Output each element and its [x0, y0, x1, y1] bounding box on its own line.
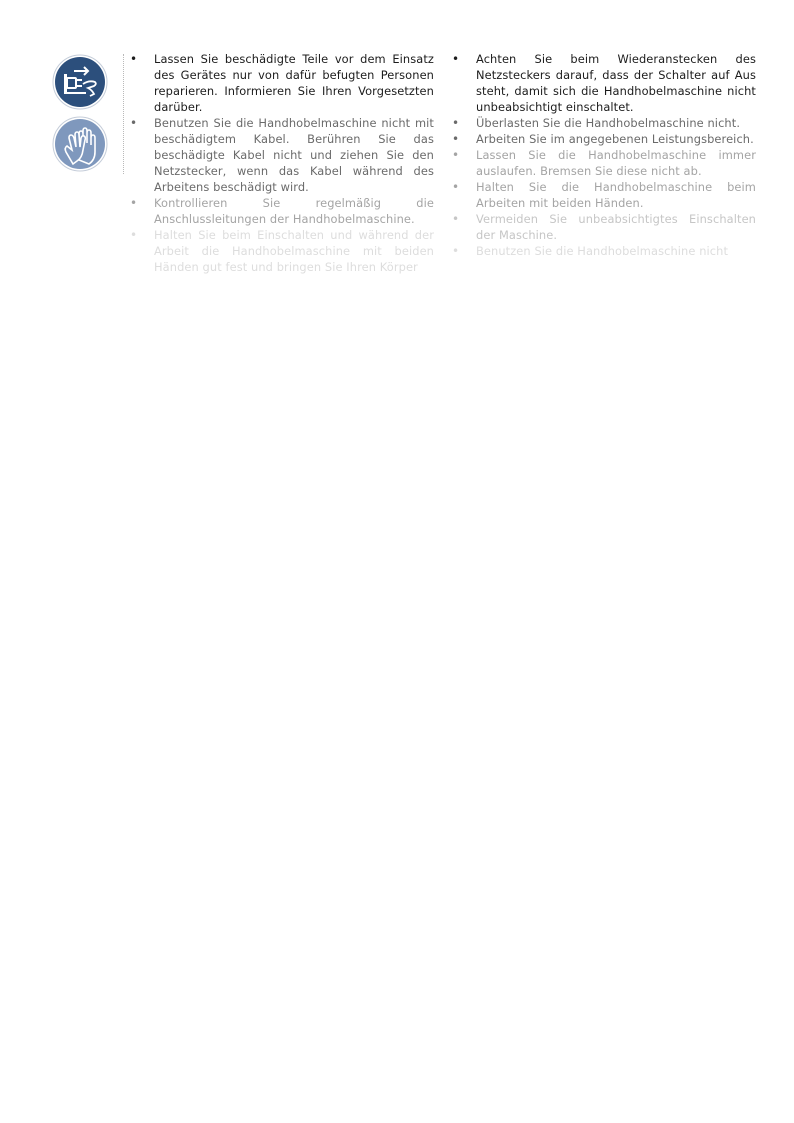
instruction-list-right — [452, 51, 756, 259]
right-column — [452, 51, 756, 291]
list-item: • Kontrollieren Sie regelmäßig die Anschlussleitungen der Handhobelmaschine. — [130, 195, 434, 227]
list-item: • Benutzen Sie die Handhobelmaschine nicht mit beschädigtem Kabel. Berühren Sie das beschädigte Kabel nicht und ziehen Sie den Netzstecker, wenn das Kabel während des Arbeitens beschädigt wird. — [130, 115, 434, 195]
list-item: • Lassen Sie beschädigte Teile vor dem Einsatz des Gerätes nur von dafür befugten Personen reparieren. Informieren Sie Ihren Vorgesetzten darüber. — [130, 51, 434, 115]
list-item: • Halten Sie die Handhobelmaschine beim Arbeiten mit beiden Händen. — [452, 179, 756, 211]
left-column — [130, 51, 434, 291]
column-divider — [123, 54, 124, 174]
instruction-list-left — [130, 51, 434, 275]
list-item: • Achten Sie beim Wiederanstecken des Netzsteckers darauf, dass der Schalter auf Aus steht, damit sich die Handhobelmaschine nicht unbeabsichtigt einschaltet. — [452, 51, 756, 115]
list-item: • Arbeiten Sie im angegebenen Leistungsbereich. — [452, 131, 756, 147]
list-item: • Halten Sie beim Einschalten und während der Arbeit die Handhobelmaschine mit beiden Händen gut fest und bringen Sie Ihren Körper — [130, 227, 434, 275]
wear-gloves-icon — [52, 116, 108, 172]
safety-icons — [52, 54, 110, 178]
unplug-mains-icon — [52, 54, 108, 110]
list-item: • Vermeiden Sie unbeabsichtigtes Einschalten der Maschine. — [452, 211, 756, 243]
list-item: • Überlasten Sie die Handhobelmaschine nicht. — [452, 115, 756, 131]
list-item: • Lassen Sie die Handhobelmaschine immer auslaufen. Bremsen Sie diese nicht ab. — [452, 147, 756, 179]
list-item: • Benutzen Sie die Handhobelmaschine nicht — [452, 243, 756, 259]
